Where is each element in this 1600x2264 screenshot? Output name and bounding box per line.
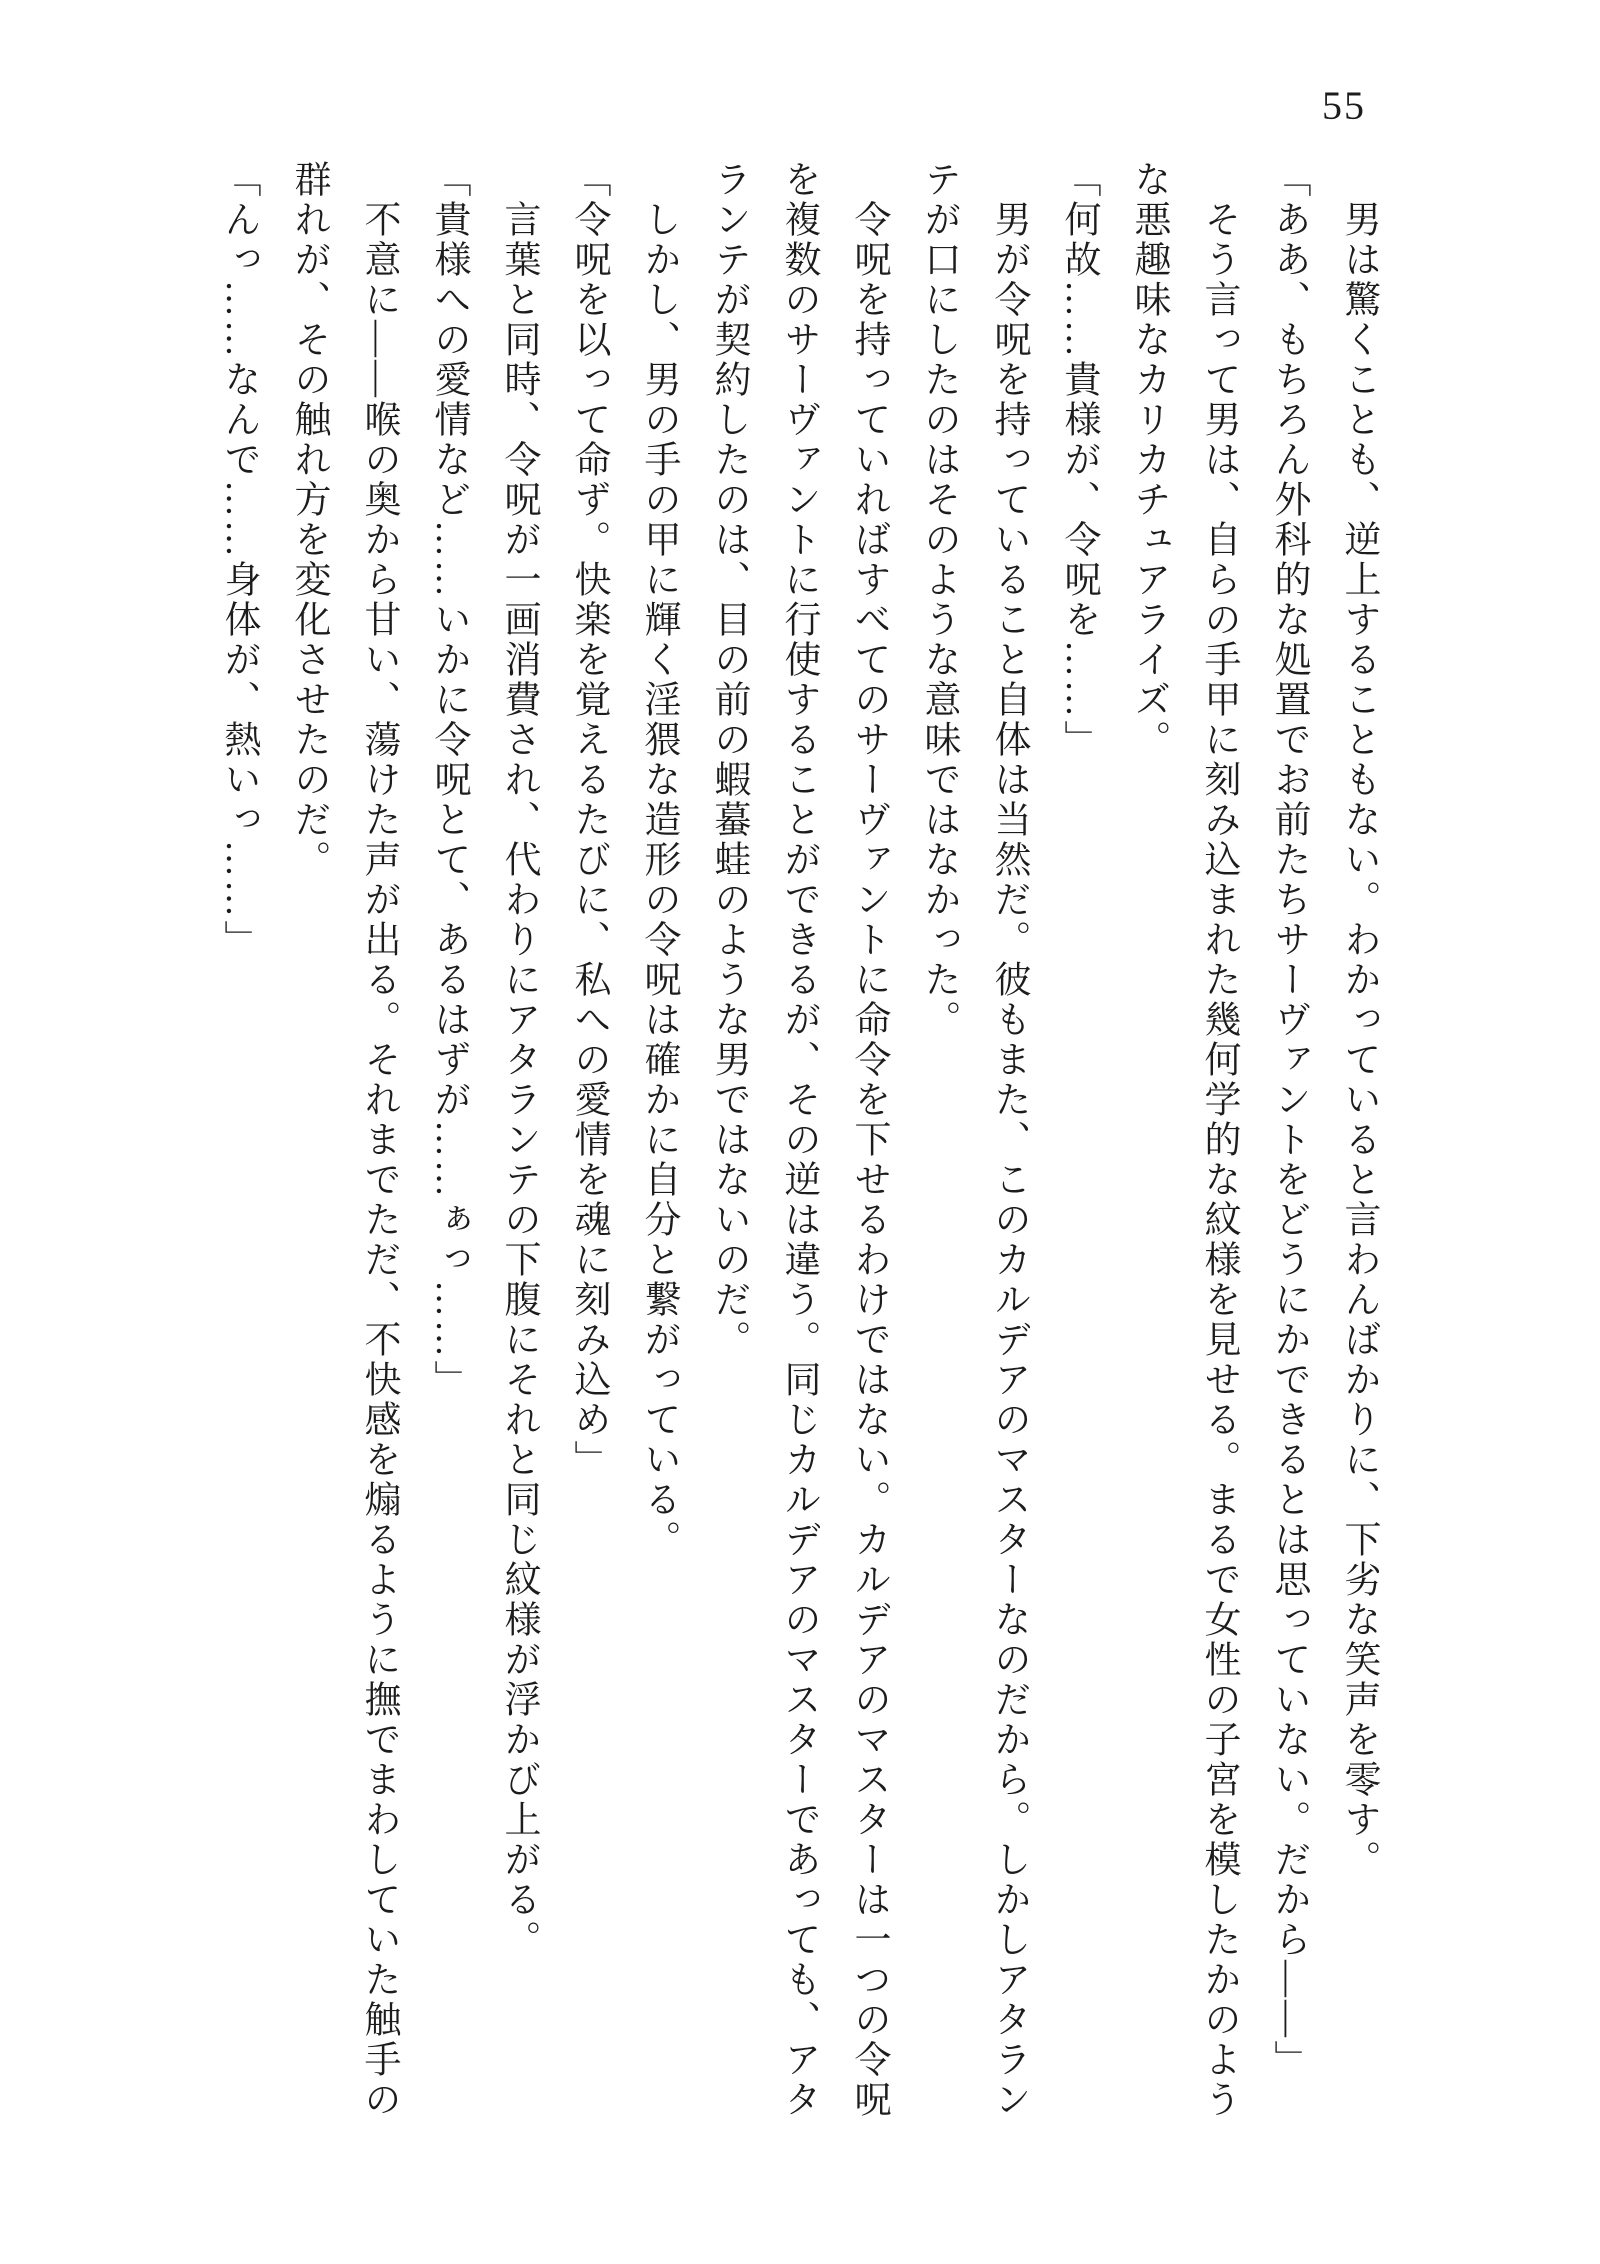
text-column: 言葉と同時、令呪が一画消費され、代わりにアタランテの下腹にそれと同じ紋様が浮かび上がる。 xyxy=(498,200,539,1960)
text-column: ランテが契約したのは、目の前の蝦蟇蛙のような男ではないのだ。 xyxy=(708,160,749,1360)
text-column: しかし、男の手の甲に輝く淫猥な造形の令呪は確かに自分と繋がっている。 xyxy=(638,200,679,1560)
text-column: 「何故……貴様が、令呪を……」 xyxy=(1058,160,1099,760)
text-column: な悪趣味なカリカチュアライズ。 xyxy=(1128,160,1169,760)
text-column: 「んっ……なんで……身体が、熱いっ……」 xyxy=(218,160,259,960)
text-column: テが口にしたのはそのような意味ではなかった。 xyxy=(918,160,959,1040)
text-column: そう言って男は、自らの手甲に刻み込まれた幾何学的な紋様を見せる。まるで女性の子宮を模したかのよう xyxy=(1198,200,1239,2120)
text-column: 「ああ、もちろん外科的な処置でお前たちサーヴァントをどうにかできるとは思っていない。だから――」 xyxy=(1268,160,1309,2080)
text-column: を複数のサーヴァントに行使することができるが、その逆は違う。同じカルデアのマスターであっても、アタ xyxy=(778,160,819,2120)
text-column: 不意に――喉の奥から甘い、蕩けた声が出る。それまでただ、不快感を煽るように撫でまわしていた触手の xyxy=(358,200,399,2120)
text-column: 令呪を持っていればすべてのサーヴァントに命令を下せるわけではない。カルデアのマスターは一つの令呪 xyxy=(848,200,889,2120)
text-column: 「貴様への愛情など……いかに令呪とて、あるはずが……ぁっ……」 xyxy=(428,160,469,1400)
text-block xyxy=(203,160,1393,2150)
page-number: 55 xyxy=(1322,83,1366,128)
text-column: 男は驚くことも、逆上することもない。わかっていると言わんばかりに、下劣な笑声を零す。 xyxy=(1338,200,1379,1880)
text-column: 群れが、その触れ方を変化させたのだ。 xyxy=(288,160,329,880)
text-column: 「令呪を以って命ず。快楽を覚えるたびに、私への愛情を魂に刻み込め」 xyxy=(568,160,609,1480)
text-column: 男が令呪を持っていること自体は当然だ。彼もまた、このカルデアのマスターなのだから。しかしアタラン xyxy=(988,200,1029,2120)
